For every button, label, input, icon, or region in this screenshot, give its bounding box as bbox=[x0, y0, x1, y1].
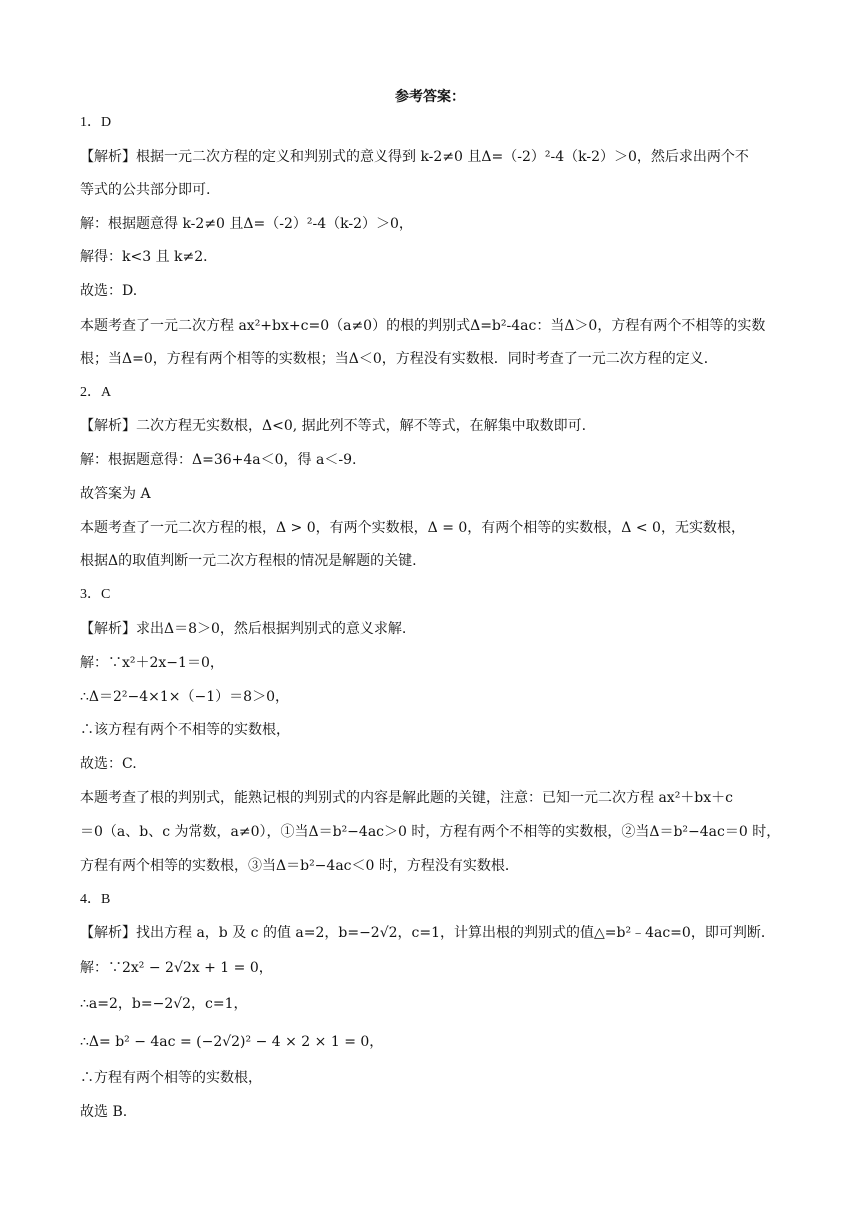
q1-solution-line1: 解：根据题意得 k-2≠0 且Δ=（-2）²-4（k-2）＞0， bbox=[80, 216, 413, 232]
q4-solution-line3: ∴Δ= b² − 4ac = (−2√2)² − 4 × 2 × 1 = 0， bbox=[80, 1034, 384, 1050]
q4-solution-line2: ∴a=2，b=−2√2，c=1， bbox=[80, 996, 248, 1012]
q1-analysis-line2: 等式的公共部分即可. bbox=[80, 182, 211, 198]
q4-solution-line4: ∴方程有两个相等的实数根， bbox=[80, 1070, 262, 1086]
q2-solution: 解：根据题意得：Δ=36+4a＜0，得 a＜-9. bbox=[80, 452, 357, 468]
q2-answer: 2．A bbox=[80, 385, 112, 400]
q3-comment-line3: 方程有两个相等的实数根，③当Δ＝b²−4ac＜0 时，方程没有实数根． bbox=[80, 858, 519, 874]
q3-answer: 3．C bbox=[80, 587, 111, 602]
q1-comment-line2: 根；当Δ=0，方程有两个相等的实数根；当Δ＜0，方程没有实数根．同时考查了一元二次方程的定义． bbox=[80, 351, 718, 367]
q3-solution-line3: ∴该方程有两个不相等的实数根， bbox=[80, 722, 290, 738]
q3-analysis: 【解析】求出Δ＝8＞0，然后根据判别式的意义求解. bbox=[80, 621, 407, 637]
q2-choice: 故答案为 A bbox=[80, 486, 151, 502]
q3-solution-line2: ∴Δ＝2²−4×1×（−1）＝8＞0， bbox=[80, 689, 289, 705]
q4-answer: 4．B bbox=[80, 892, 111, 907]
q1-comment-line1: 本题考查了一元二次方程 ax²+bx+c=0（a≠0）的根的判别式Δ=b²-4ac：当Δ＞0，方程有两个不相等的实数 bbox=[80, 318, 766, 334]
q4-choice: 故选 B. bbox=[80, 1104, 128, 1120]
q2-analysis: 【解析】二次方程无实数根，Δ<0, 据此列不等式，解不等式，在解集中取数即可. bbox=[80, 418, 587, 434]
q1-solution-line2: 解得：k<3 且 k≠2． bbox=[80, 249, 218, 265]
q2-comment-line1: 本题考查了一元二次方程的根，Δ > 0，有两个实数根，Δ = 0，有两个相等的实数根，Δ < 0，无实数根， bbox=[80, 520, 745, 536]
page-title: 参考答案： bbox=[395, 89, 465, 105]
q1-answer-text: 1．D bbox=[80, 115, 112, 130]
q4-solution-line1: 解：∵2x² − 2√2x + 1 = 0， bbox=[80, 960, 273, 976]
q1-choice: 故选：D. bbox=[80, 283, 138, 299]
q3-choice: 故选：C. bbox=[80, 756, 137, 772]
q3-comment-line1: 本题考查了根的判别式，能熟记根的判别式的内容是解此题的关键，注意：已知一元二次方程 ax²＋bx＋c bbox=[80, 790, 734, 806]
q1-answer bbox=[80, 113, 800, 133]
q3-comment-line2: ＝0（a、b、c 为常数，a≠0），①当Δ＝b²−4ac＞0 时，方程有两个不相等的实数根，②当Δ＝b²−4ac＝0 时， bbox=[80, 824, 781, 840]
q3-solution-line1: 解：∵x²＋2x−1＝0， bbox=[80, 655, 224, 671]
q2-comment-line2: 根据Δ的取值判断一元二次方程根的情况是解题的关键. bbox=[80, 553, 417, 569]
q4-analysis: 【解析】找出方程 a，b 及 c 的值 a=2，b=−2√2，c=1，计算出根的判别式的值△=b²﹣4ac=0，即可判断． bbox=[80, 925, 775, 941]
q1-analysis-line1: 【解析】根据一元二次方程的定义和判别式的意义得到 k-2≠0 且Δ=（-2）²-4（k-2）＞0，然后求出两个不 bbox=[80, 149, 749, 165]
